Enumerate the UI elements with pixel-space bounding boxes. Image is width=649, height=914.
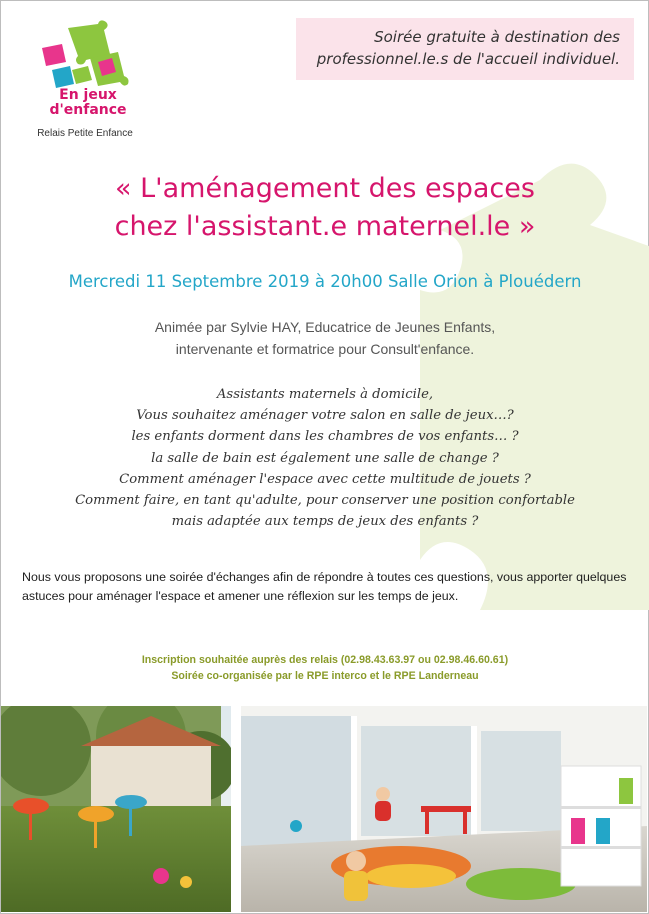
question-line: la salle de bain est également une salle de change ? — [151, 450, 499, 466]
logo-subtitle: Relais Petite Enfance — [37, 128, 133, 139]
question-line: mais adaptée aux temps de jeux des enfants ? — [171, 514, 479, 530]
question-line: Assistants maternels à domicile, — [216, 387, 434, 402]
question-line: Vous souhaitez aménager votre salon en salle de jeux…? — [136, 408, 514, 424]
logo-title: En jeux d'enfance — [49, 87, 127, 118]
question-line: Comment aménager l'espace avec cette multitude de jouets ? — [119, 471, 531, 487]
playroom-veranda-photo — [1, 706, 647, 912]
main-title: « L'aménagement des espaces chez l'assistant.e maternel.le » — [114, 173, 536, 242]
event-date-location: Mercredi 11 Septembre 2019 à 20h00 Salle Orion à Plouédern — [68, 272, 582, 291]
question-line: Comment faire, en tant qu'adulte, pour conserver une position confortable — [75, 493, 575, 509]
question-line: les enfants dorment dans les chambres de vos enfants… ? — [131, 429, 519, 445]
questions-list — [40, 384, 610, 532]
animator-info: Animée par Sylvie HAY, Educatrice de Jeunes Enfants, intervenante et formatrice pour Consult'enfance. — [154, 319, 496, 357]
inscription-info: Inscription souhaitée auprès des relais (02.98.43.63.97 ou 02.98.46.60.61) Soirée co-organisée par le RPE interco et le RPE Landerneau — [141, 654, 509, 682]
proposal-paragraph: Nous vous proposons une soirée d'échanges afin de répondre à toutes ces questions, vous apporter quelques astuces pour aménager l'espace et amener une réflexion sur les temps de jeux. — [22, 570, 627, 603]
banner-text: Soirée gratuite à destination des professionnel.le.s de l'accueil individuel. — [316, 28, 620, 68]
free-evening-banner — [296, 18, 634, 80]
